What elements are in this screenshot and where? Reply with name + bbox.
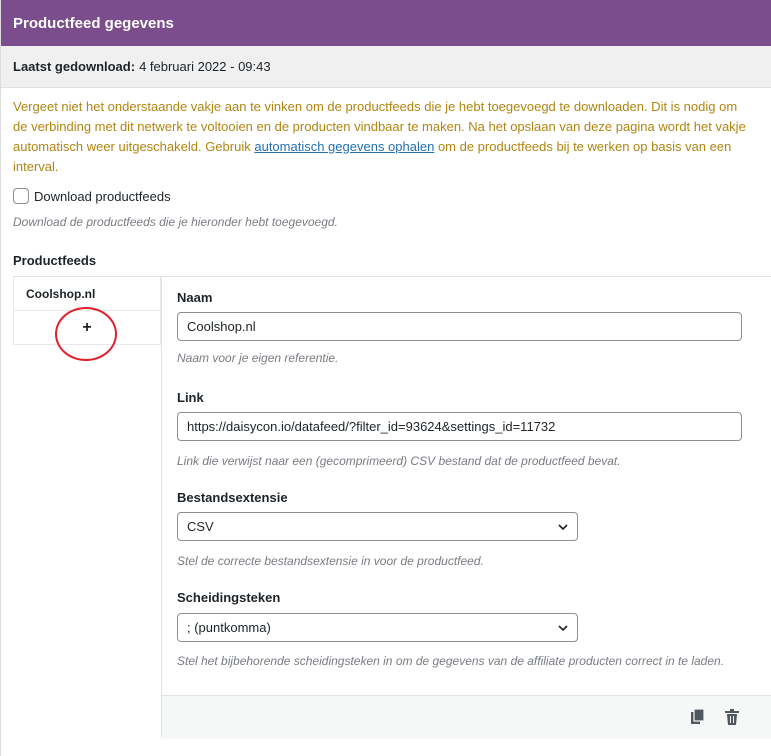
separator-label: Scheidingsteken — [177, 590, 281, 605]
copy-icon[interactable] — [689, 708, 707, 726]
last-download-value: 4 februari 2022 - 09:43 — [139, 59, 271, 74]
feed-tab-label: Coolshop.nl — [26, 286, 96, 301]
notice-text-after: om de productfeeds bij te werken op basis van een interval. — [13, 139, 732, 174]
separator-description: Stel het bijbehorende scheidingsteken in om de gegevens van de affiliate producten correct in te laden. — [177, 654, 725, 668]
notice-text — [1, 88, 761, 177]
extension-label: Bestandsextensie — [177, 490, 288, 505]
chevron-down-icon — [558, 522, 568, 532]
name-input[interactable] — [177, 312, 742, 341]
extension-select[interactable] — [177, 512, 578, 541]
notice-text-before: Vergeet niet het onderstaande vakje aan te vinken om de productfeeds die je hebt toegevoegd te downloaden. Dit is nodig om de verbinding met dit netwerk te voltooien en de producten vindbaar te maken. Na het opslaan van deze pagina wordt het vakje automatisch weer uitgeschakeld. Gebruik — [13, 99, 746, 154]
feed-actions-footer — [162, 695, 771, 739]
auto-fetch-link[interactable]: automatisch gegevens ophalen — [254, 139, 435, 154]
link-label: Link — [177, 390, 204, 405]
plus-icon: + — [82, 318, 92, 336]
name-description: Naam voor je eigen referentie. — [177, 351, 339, 365]
feed-form — [161, 276, 771, 738]
separator-select-value: ; (puntkomma) — [187, 620, 271, 635]
link-description: Link die verwijst naar een (gecomprimeerd) CSV bestand dat de productfeed bevat. — [177, 454, 621, 468]
download-checkbox[interactable] — [13, 188, 29, 204]
name-input-value: Coolshop.nl — [187, 319, 256, 334]
highlight-circle — [55, 307, 117, 361]
last-download-bar — [1, 46, 771, 88]
extension-select-value: CSV — [187, 519, 214, 534]
download-row — [13, 188, 171, 204]
separator-select[interactable] — [177, 613, 578, 642]
productfeeds-title: Productfeeds — [13, 253, 97, 268]
last-download-label: Laatst gedownload: — [13, 59, 136, 74]
link-input[interactable] — [177, 412, 742, 441]
download-label[interactable]: Download productfeeds — [34, 188, 171, 204]
link-input-value: https://daisycon.io/datafeed/?filter_id=93624&settings_id=11732 — [187, 419, 556, 434]
chevron-down-icon — [558, 623, 568, 633]
trash-icon[interactable] — [723, 708, 741, 726]
name-label: Naam — [177, 290, 213, 305]
download-description: Download de productfeeds die je hieronder hebt toegevoegd. — [13, 215, 338, 229]
extension-description: Stel de correcte bestandsextensie in voor de productfeed. — [177, 554, 484, 568]
panel-header — [1, 0, 771, 46]
feed-tab-coolshop[interactable] — [13, 277, 161, 311]
panel-title: Productfeed gegevens — [13, 14, 174, 32]
